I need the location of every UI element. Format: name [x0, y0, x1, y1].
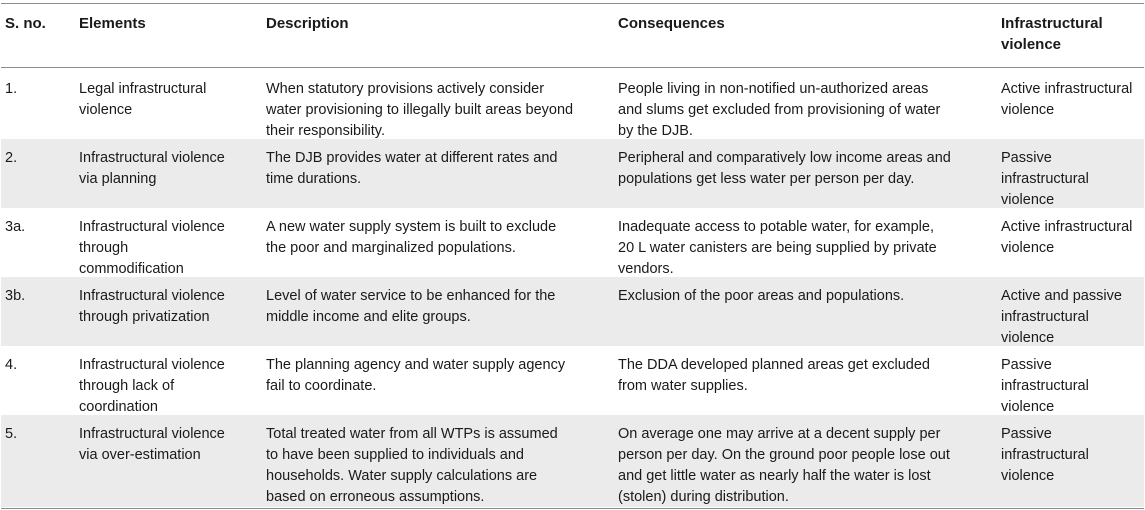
cell-consequence: Inadequate access to potable water, for example, 20 L water canisters are being supplied by private vendors.: [618, 219, 937, 277]
cell-description: When statutory provisions actively consider water provisioning to illegally built areas beyond their responsibility.: [266, 81, 574, 139]
table-header-rule: [1, 67, 1144, 68]
cell-element: Infrastructural violence through privatization: [79, 288, 225, 325]
cell-violence-type: Passive infrastructural violence: [1001, 426, 1089, 484]
cell-element: Infrastructural violence through commodification: [79, 219, 225, 277]
cell-violence-type: Passive infrastructural violence: [1001, 150, 1089, 208]
table-row: [1, 346, 1144, 415]
cell-sno: 1.: [5, 81, 18, 97]
header-consequences: Consequences: [618, 15, 725, 32]
table-row: [1, 208, 1144, 277]
header-sno: S. no.: [5, 15, 46, 32]
cell-violence-type: Passive infrastructural violence: [1001, 357, 1089, 415]
cell-violence-type: Active infrastructural violence: [1001, 219, 1133, 256]
table-row: [1, 70, 1144, 139]
cell-element: Legal infrastructural violence: [79, 81, 207, 118]
header-infrastructural-violence: Infrastructural violence: [1001, 15, 1103, 53]
cell-sno: 3a.: [5, 219, 26, 235]
cell-consequence: Peripheral and comparatively low income areas and populations get less water per person per day.: [618, 150, 951, 187]
table-bottom-rule: [1, 508, 1144, 509]
cell-consequence: Exclusion of the poor areas and populations.: [618, 288, 905, 304]
cell-element: Infrastructural violence via over-estimation: [79, 426, 225, 463]
cell-description: The DJB provides water at different rates and time durations.: [266, 150, 558, 187]
cell-element: Infrastructural violence via planning: [79, 150, 225, 187]
cell-consequence: On average one may arrive at a decent supply per person per day. On the ground poor people lose out and get little water as nearly half the water is lost (stolen) during distribution.: [618, 426, 950, 505]
cell-violence-type: Active infrastructural violence: [1001, 81, 1133, 118]
header-elements: Elements: [79, 15, 146, 32]
table-row: [1, 139, 1144, 208]
cell-consequence: The DDA developed planned areas get excluded from water supplies.: [618, 357, 930, 394]
cell-description: Level of water service to be enhanced for the middle income and elite groups.: [266, 288, 556, 325]
cell-sno: 4.: [5, 357, 18, 373]
cell-consequence: People living in non-notified un-authorized areas and slums get excluded from provisioning of water by the DJB.: [618, 81, 941, 139]
cell-violence-type: Active and passive infrastructural violence: [1001, 288, 1122, 346]
cell-description: The planning agency and water supply agency fail to coordinate.: [266, 357, 566, 394]
cell-description: A new water supply system is built to exclude the poor and marginalized populations.: [266, 219, 557, 256]
cell-sno: 2.: [5, 150, 18, 166]
cell-sno: 5.: [5, 426, 18, 442]
header-description: Description: [266, 15, 349, 32]
cell-description: Total treated water from all WTPs is assumed to have been supplied to individuals and households. Water supply calculations are based on erroneous assumptions.: [266, 426, 558, 505]
table-row: [1, 415, 1144, 507]
table-row: [1, 277, 1144, 346]
table-top-rule: [1, 3, 1144, 4]
cell-element: Infrastructural violence through lack of coordination: [79, 357, 225, 415]
cell-sno: 3b.: [5, 288, 26, 304]
